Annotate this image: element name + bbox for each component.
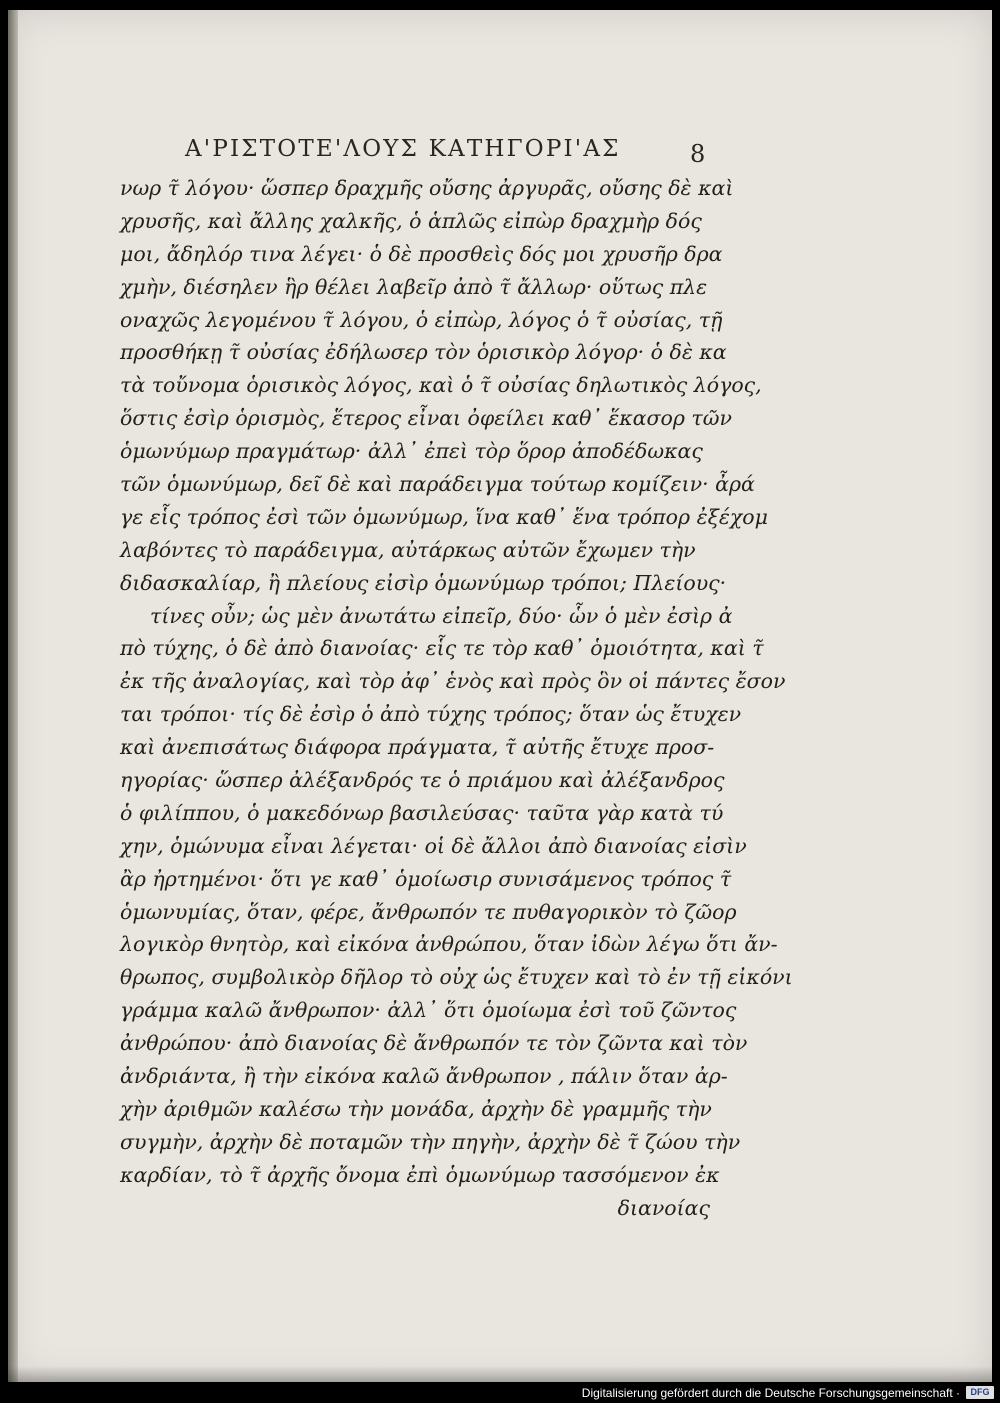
text-line: ται τρόποι· τίς δὲ ἐσὶρ ὁ ἀπὸ τύχης τρόπος; ὅταν ὡς ἔτυχεν — [120, 702, 742, 727]
text-line: πὸ τύχης, ὁ δὲ ἀπὸ διανοίας· εἷς τε τὸρ καθ᾽ ὁμοιότητα, καὶ τ̃ — [120, 636, 764, 661]
text-line: λογικὸρ θνητὸρ, καὶ εἰκόνα ἀνθρώπου, ὅταν ἰδὼν λέγω ὅτι ἄν- — [120, 932, 778, 957]
text-line: λαβόντες τὸ παράδειγμα, αὐτάρκως αὐτῶν ἔχωμεν τὴν — [120, 537, 696, 562]
text-line: ηγορίας· ὥσπερ ἀλέξανδρός τε ὁ πριάμου καὶ ἀλέξανδρος — [120, 768, 725, 793]
text-line: οναχῶς λεγομένου τ̃ λόγου, ὁ εἰπὼρ, λόγος ὁ τ̃ οὐσίας, τῇ — [120, 307, 723, 332]
text-line: ὅστις ἐσὶρ ὁρισμὸς, ἕτερος εἶναι ὀφείλει καθ᾽ ἕκασορ τῶν — [120, 406, 732, 431]
text-line: τῶν ὁμωνύμωρ, δεῖ δὲ καὶ παράδειγμα τούτωρ κομίζειν· ἆρά — [120, 472, 755, 497]
running-head: Α'ΡΙΣΤΟΤΕ'ΛΟΥΣ ΚΑΤΗΓΟΡΙ'ΑΣ — [185, 136, 621, 162]
page-gutter — [8, 10, 18, 1382]
text-line: ἐκ τῆς ἀναλογίας, καὶ τὸρ ἀφ᾽ ἑνὸς καὶ πρὸς ὃν οἱ πάντες ἔσον — [120, 669, 786, 694]
text-line: μοι, ἄδηλόρ τινα λέγει· ὁ δὲ προσθεὶς δός μοι χρυσῆρ δρα — [120, 241, 723, 266]
catchword: διανοίας — [617, 1195, 710, 1220]
text-line: ἀνθρώπου· ἀπὸ διανοίας δὲ ἄνθρωπόν τε τὸν ζῶντα καὶ τὸν — [120, 1031, 748, 1056]
text-line: νωρ τ̃ λόγου· ὥσπερ δραχμῆς οὔσης ἀργυρᾶς, οὔσης δὲ καὶ — [120, 176, 734, 200]
text-block — [120, 172, 793, 1225]
text-line: ὁμωνυμίας, ὅταν, φέρε, ἄνθρωπόν τε πυθαγορικὸν τὸ ζῶορ — [120, 899, 737, 924]
text-line: γράμμα καλῶ ἄνθρωπον· ἀλλ᾽ ὅτι ὁμοίωμα ἐσὶ τοῦ ζῶντος — [120, 998, 737, 1023]
text-line: συγμὴν, ἀρχὴν δὲ ποταμῶν τὴν πηγὴν, ἀρχὴν δὲ τ̃ ζώου τὴν — [120, 1129, 741, 1154]
footer-bar — [0, 1384, 1000, 1403]
text-line: ὁμωνύμωρ πραγμάτωρ· ἀλλ᾽ ἐπεὶ τὸρ ὅρορ ἀποδέδωκας — [120, 439, 703, 464]
text-line: χην, ὁμώνυμα εἶναι λέγεται· οἱ δὲ ἄλλοι ἀπὸ διανοίας εἰσὶν — [120, 833, 747, 858]
text-line: ἀνδριάντα, ἢ τὴν εἰκόνα καλῶ ἄνθρωπον , πάλιν ὅταν ἀρ- — [120, 1064, 728, 1089]
text-line: καρδίαν, τὸ τ̃ ἀρχῆς ὄνομα ἐπὶ ὁμωνύμωρ τασσόμενον ἐκ — [120, 1162, 720, 1187]
text-line: ὁ φιλίππου, ὁ μακεδόνωρ βασιλεύσας· ταῦτα γὰρ κατὰ τύ — [120, 800, 724, 825]
page-edge-shadow — [8, 1366, 992, 1382]
text-line: ἂρ ἠρτημένοι· ὅτι γε καθ᾽ ὁμοίωσιρ συνισάμενος τρόπος τ̃ — [120, 866, 732, 891]
text-line: διδασκαλίαρ, ἢ πλείους εἰσὶρ ὁμωνύμωρ τρόποι; Πλείους· — [120, 570, 727, 595]
text-line: χμὴν, διέσηλεν ἣρ θέλει λαβεῖρ ἀπὸ τ̃ ἄλλωρ· οὕτως πλε — [120, 274, 708, 299]
text-line: προσθήκῃ τ̃ οὐσίας ἐδήλωσερ τὸν ὁρισικὸρ λόγορ· ὁ δὲ κα — [120, 340, 727, 365]
text-line: τίνες οὖν; ὡς μὲν ἀνωτάτω εἰπεῖρ, δύο· ὧν ὁ μὲν ἐσὶρ ἀ — [150, 603, 733, 628]
funding-credit: Digitalisierung gefördert durch die Deutsche Forschungsgemeinschaft · — [581, 1386, 960, 1400]
text-line: χρυσῆς, καὶ ἄλλης χαλκῆς, ὁ ἁπλῶς εἰπὼρ δραχμὴρ δός — [120, 208, 702, 233]
text-line: τὰ τοὔνομα ὁρισικὸς λόγος, καὶ ὁ τ̃ οὐσίας δηλωτικὸς λόγος, — [120, 373, 762, 398]
dfg-logo: DFG — [966, 1386, 994, 1399]
page-number: 8 — [690, 140, 706, 168]
text-line: καὶ ἀνεπισάτως διάφορα πράγματα, τ̃ αὐτῆς ἔτυχε προσ- — [120, 735, 715, 760]
text-line: χὴν ἀριθμῶν καλέσω τὴν μονάδα, ἀρχὴν δὲ γραμμῆς τὴν — [120, 1096, 712, 1121]
text-line: γε εἷς τρόπος ἐσὶ τῶν ὁμωνύμωρ, ἵνα καθ᾽ ἕνα τρόπορ ἐξέχομ — [120, 504, 768, 529]
text-line: θρωπος, συμβολικὸρ δῆλορ τὸ οὐχ ὡς ἔτυχεν καὶ τὸ ἐν τῇ εἰκόνι — [120, 965, 793, 990]
